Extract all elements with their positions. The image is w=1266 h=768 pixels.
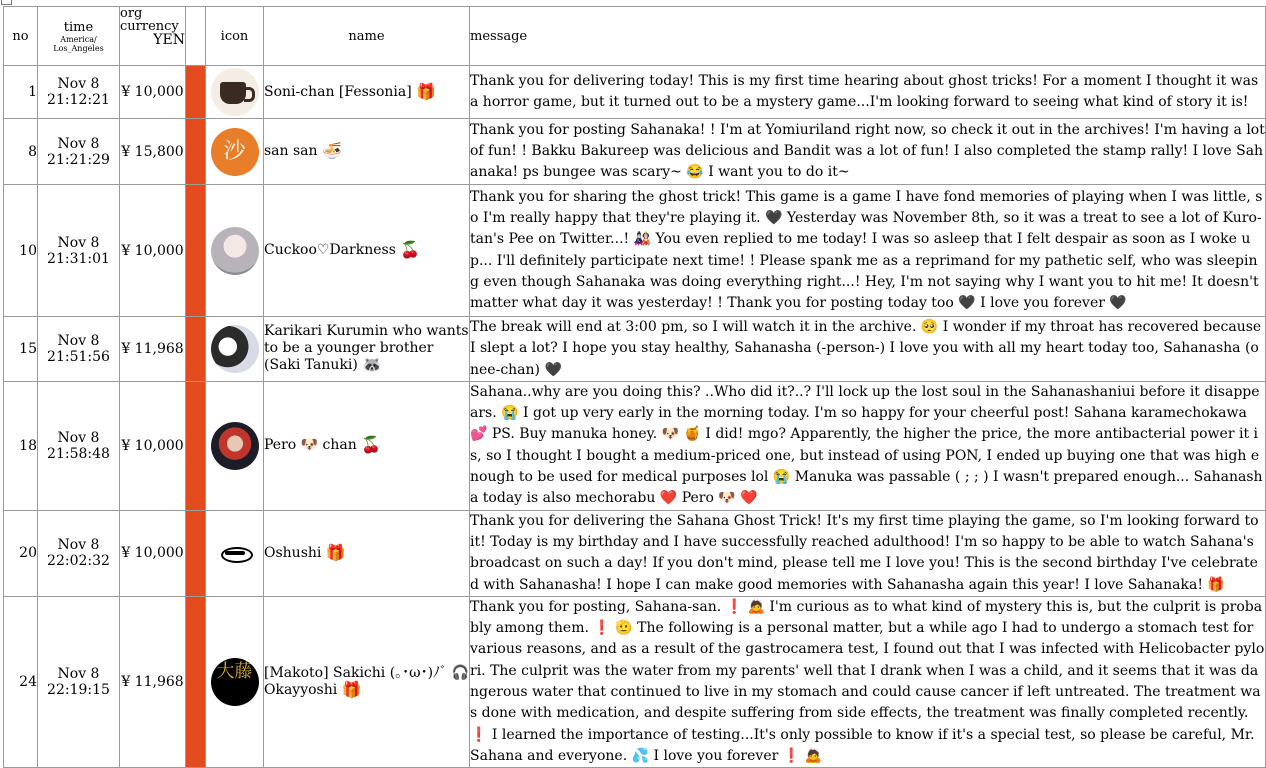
user-name[interactable]: Soni-chan [Fessonia] — [264, 83, 412, 100]
column-header-currency[interactable] — [120, 7, 186, 66]
message-text: Thank you for posting, Sahana-san. ❗ 🙇 I'm curious as to what kind of mystery this is, but the culprit is probably among them. ❗ 🫡 The following is a personal matter, but a while ago I had to undergo a stomach test for various reasons, and as a result of the gastrocamera test, I found out that I was infected with Helicobacter pylori. The culprit was the water from my parents' well that I drank when I was a child, and it seems that it was dangerous water that continued to live in my stomach and could cause cancer if left untreated. The treatment was done with medication, and despite suffering from side effects, the treatment was finally completed recently. ❗ I learned the importance of testing...It's only possible to know if it's a special test, so please be careful, Mr. Sahana and everyone. 💦 I love you forever ❗ 🙇 — [470, 596, 1266, 767]
table-row[interactable] — [4, 596, 1266, 767]
row-name-cell — [264, 381, 470, 510]
row-time: Nov 8 21:51:56 — [38, 317, 120, 382]
message-text: Thank you for delivering today! This is my first time hearing about ghost tricks! For a moment I thought it was a horror game, but it turned out to be a mystery game...I'm looking forward to seeing what kind of story it is! — [470, 66, 1266, 119]
coffee-cup-avatar[interactable] — [211, 68, 259, 116]
row-name-cell — [264, 510, 470, 596]
message-text: The break will end at 3:00 pm, so I will watch it in the archive. 🥺 I wonder if my throat has recovered because I slept a lot? I hope you stay healthy, Sahanasha (-person-) I love you with all my heart today too, Sahanasha (onee-chan) 🖤 — [470, 317, 1266, 382]
row-amount: ¥ 10,000 — [120, 510, 186, 596]
gift-badge-icon: 🎁 — [341, 680, 362, 700]
row-time: Nov 8 21:58:48 — [38, 381, 120, 510]
column-header-no[interactable]: no — [4, 7, 38, 66]
row-time: Nov 8 22:19:15 — [38, 596, 120, 767]
table-row[interactable] — [4, 66, 1266, 119]
user-name[interactable]: Cuckoo♡Darkness — [264, 242, 396, 258]
superchat-color-bar — [186, 510, 206, 596]
currency-header-label: org currency — [120, 6, 179, 34]
anime-girl-avatar[interactable] — [211, 227, 259, 275]
row-number: 24 — [4, 596, 38, 767]
row-amount: ¥ 15,800 — [120, 119, 186, 185]
raccoon-badge-icon: 🦝 — [362, 355, 383, 375]
kanji-crest-avatar[interactable]: 大藤 — [211, 658, 259, 706]
currency-unit-label: YEN — [153, 32, 185, 48]
row-amount: ¥ 10,000 — [120, 381, 186, 510]
row-time: Nov 8 22:02:32 — [38, 510, 120, 596]
user-name[interactable]: [Makoto] Sakichi (｡･ω･)ﾉﾞ 🎧 Okayyoshi — [264, 665, 469, 699]
user-name[interactable]: Oshushi — [264, 544, 322, 561]
row-name-cell — [264, 119, 470, 185]
gift-badge-icon: 🎁 — [416, 81, 437, 101]
row-name-cell — [264, 66, 470, 119]
table-row[interactable] — [4, 510, 1266, 596]
row-time: Nov 8 21:21:29 — [38, 119, 120, 185]
table-row[interactable] — [4, 381, 1266, 510]
time-header-label: time — [63, 19, 94, 35]
user-name[interactable]: Pero 🐶 chan — [264, 437, 357, 454]
row-time: Nov 8 21:12:21 — [38, 66, 120, 119]
gift-badge-icon: 🎁 — [325, 542, 346, 562]
superchat-color-bar — [186, 317, 206, 382]
timezone-label: America/ Los_Angeles — [53, 34, 104, 53]
column-header-color — [186, 7, 206, 66]
row-name-cell — [264, 596, 470, 767]
superchat-color-bar — [186, 66, 206, 119]
superchat-table — [3, 6, 1266, 768]
row-number: 15 — [4, 317, 38, 382]
column-header-message[interactable]: message — [470, 7, 1266, 66]
row-amount: ¥ 10,000 — [120, 185, 186, 317]
superchat-color-bar — [186, 596, 206, 767]
row-name-cell — [264, 185, 470, 317]
user-name[interactable]: Karikari Kurumin who wants to be a younger brother (Saki Tanuki) — [264, 323, 469, 374]
row-number: 20 — [4, 510, 38, 596]
pero-avatar[interactable] — [211, 422, 259, 470]
superchat-color-bar — [186, 119, 206, 185]
row-time: Nov 8 21:31:01 — [38, 185, 120, 317]
select-all-checkbox[interactable] — [1, 0, 12, 5]
table-row[interactable] — [4, 317, 1266, 382]
row-number: 18 — [4, 381, 38, 510]
cherry-badge-icon: 🍒 — [361, 435, 382, 455]
column-header-icon[interactable]: icon — [206, 7, 264, 66]
panda-avatar[interactable] — [211, 325, 259, 373]
superchat-color-bar — [186, 381, 206, 510]
user-name[interactable]: san san — [264, 143, 318, 159]
row-number: 1 — [4, 66, 38, 119]
row-amount: ¥ 11,968 — [120, 596, 186, 767]
message-text: Thank you for posting Sahanaka! ! I'm at Yomiuriland right now, so check it out in the archives! I'm having a lot of fun! ! Bakku Bakureep was delicious and Bandit was a lot of fun! I also completed the stamp rally! I love Sahanaka! ps bungee was scary~ 😂 I want you to do it~ — [470, 119, 1266, 185]
ramen-badge-icon: 🍜 — [322, 141, 342, 160]
sa-kanji-avatar[interactable]: 沙 — [211, 128, 259, 176]
cherry-badge-icon: 🍒 — [400, 240, 421, 259]
row-number: 8 — [4, 119, 38, 185]
row-name-cell — [264, 317, 470, 382]
message-text: Sahana..why are you doing this? ..Who did it?..? I'll lock up the lost soul in the Sahanashaniui before it disappears. 😭 I got up very early in the morning today. I'm so happy for your cheerful post! Sahana karamechokawa 💕 PS. Buy manuka honey. 🐶 🍯 I did! mgo? Apparently, the higher the price, the more antibacterial power it is, so I thought I bought a medium-priced one, but instead of using PON, I ended up buying one that was high enough to be used for medical purposes lol 😭 Manuka was passable ( ; ; ) I wasn't prepared enough... Sahanasha today is also mechorabu ❤️ Pero 🐶 ❤️ — [470, 381, 1266, 510]
table-row[interactable] — [4, 185, 1266, 317]
superchat-color-bar — [186, 185, 206, 317]
column-header-name[interactable]: name — [264, 7, 470, 66]
header-row — [4, 7, 1266, 66]
row-amount: ¥ 10,000 — [120, 66, 186, 119]
table-row[interactable] — [4, 119, 1266, 185]
row-amount: ¥ 11,968 — [120, 317, 186, 382]
column-header-time[interactable] — [38, 7, 120, 66]
row-number: 10 — [4, 185, 38, 317]
sushi-avatar[interactable] — [211, 529, 259, 577]
message-text: Thank you for sharing the ghost trick! This game is a game I have fond memories of playing when I was little, so I'm really happy that they're playing it. 🖤 Yesterday was November 8th, so it was a treat to see a lot of Kuro-tan's Pee on Twitter...! 🎎 You even replied to me today! I was so asleep that I felt despair as soon as I woke up... I'll definitely participate next time! ! Please spank me as a reprimand for my pathetic self, who was sleeping even though Sahanaka was doing everything right...! Hey, I'm not saying why I want you to hit me! It doesn't matter what day it was yesterday! ! Thank you for posting today too 🖤 I love you forever 🖤 — [470, 185, 1266, 317]
message-text: Thank you for delivering the Sahana Ghost Trick! It's my first time playing the game, so I'm looking forward to it! Today is my birthday and I have successfully reached adulthood! I'm so happy to be able to watch Sahana's broadcast on such a day! If you don't mind, please tell me I love you! This is the second birthday I've celebrated with Sahanasha! I hope I can make good memories with Sahanasha again this year! I love Sahanaka! 🎁 — [470, 510, 1266, 596]
